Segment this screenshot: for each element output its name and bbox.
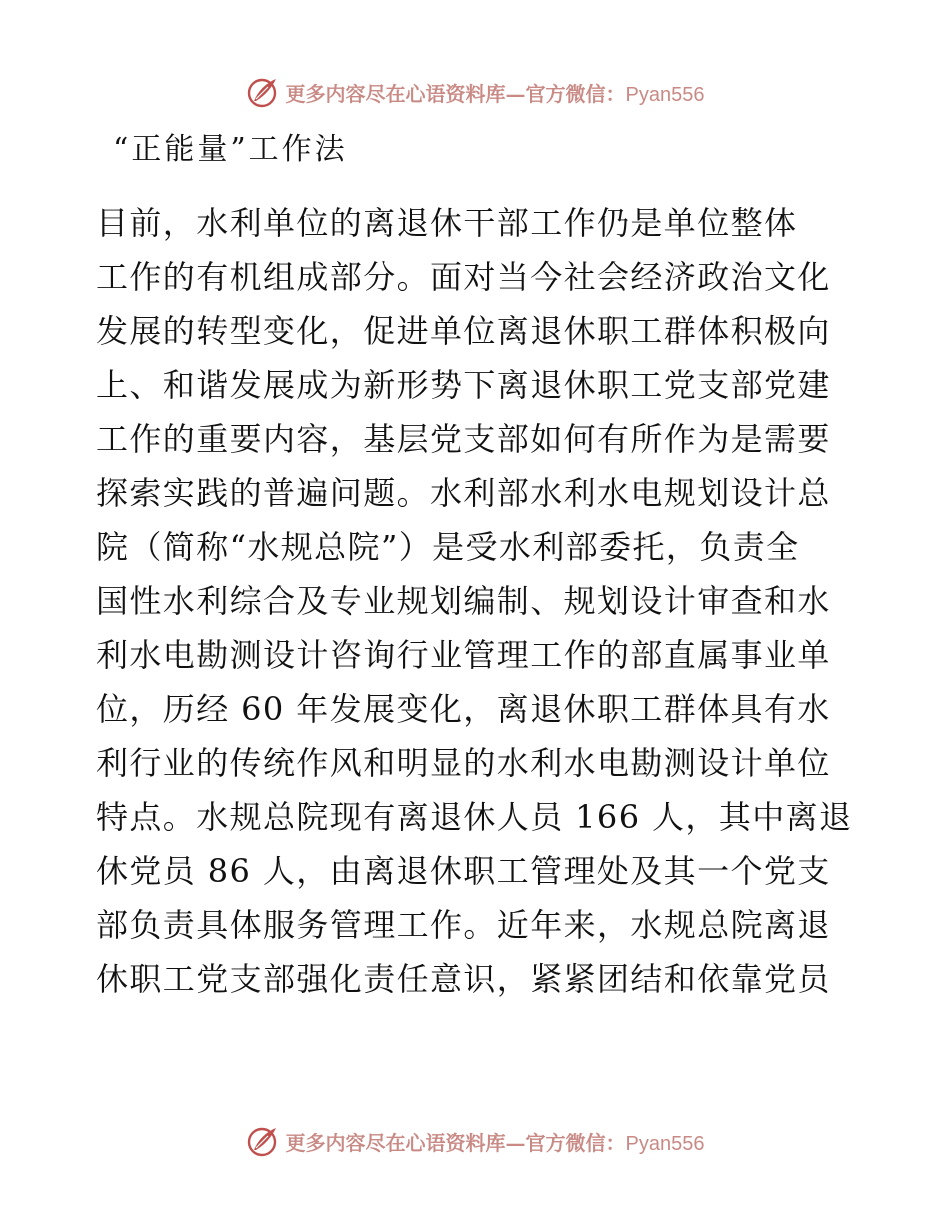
body-line: 国性水利综合及专业规划编制、规划设计审查和水 [96,582,831,620]
body-line: 工作的重要内容，基层党支部如何有所作为是需要 [96,420,831,458]
watermark-brand: 更多内容尽在心语资料库 [285,1130,506,1155]
body-line: 院（简称“水规总院”）是受水利部委托，负责全 [96,528,800,566]
body-line: 特点。水规总院现有离退休人员 166 人，其中离退 [96,798,853,836]
body-line: 利水电勘测设计咨询行业管理工作的部直属事业单 [96,636,831,674]
watermark-contact-label: 官方微信： [525,1130,626,1155]
watermark-text [286,78,705,107]
header-watermark [0,72,950,112]
document-title: “正能量”工作法 [113,132,348,167]
watermark-contact-id: Pyan556 [625,1132,705,1155]
watermark-contact-label: 官方微信： [525,81,626,106]
body-line: 休职工党支部强化责任意识，紧紧团结和依靠党员 [96,960,831,998]
body-line: 工作的有机组成部分。面对当今社会经济政治文化 [96,258,831,296]
watermark-text [286,1127,705,1156]
watermark-separator: — [505,1130,526,1155]
body-line: 探索实践的普遍问题。水利部水利水电规划设计总 [96,474,831,512]
body-line: 上、和谐发展成为新形势下离退休职工党支部党建 [96,366,831,404]
body-line: 位，历经 60 年发展变化，离退休职工群体具有水 [96,690,831,728]
body-line: 发展的转型变化，促进单位离退休职工群体积极向 [96,312,831,350]
watermark-contact-id: Pyan556 [625,83,705,106]
document-body [96,196,856,1006]
feather-pen-logo-icon [246,1124,280,1158]
watermark-brand: 更多内容尽在心语资料库 [285,81,506,106]
body-line: 利行业的传统作风和明显的水利水电勘测设计单位 [96,744,831,782]
body-line: 休党员 86 人，由离退休职工管理处及其一个党支 [96,852,831,890]
body-line: 部负责具体服务管理工作。近年来，水规总院离退 [96,906,831,944]
feather-pen-logo-icon [246,75,280,109]
watermark-separator: — [505,81,526,106]
body-line: 目前，水利单位的离退休干部工作仍是单位整体 [96,204,798,242]
footer-watermark [0,1121,950,1161]
